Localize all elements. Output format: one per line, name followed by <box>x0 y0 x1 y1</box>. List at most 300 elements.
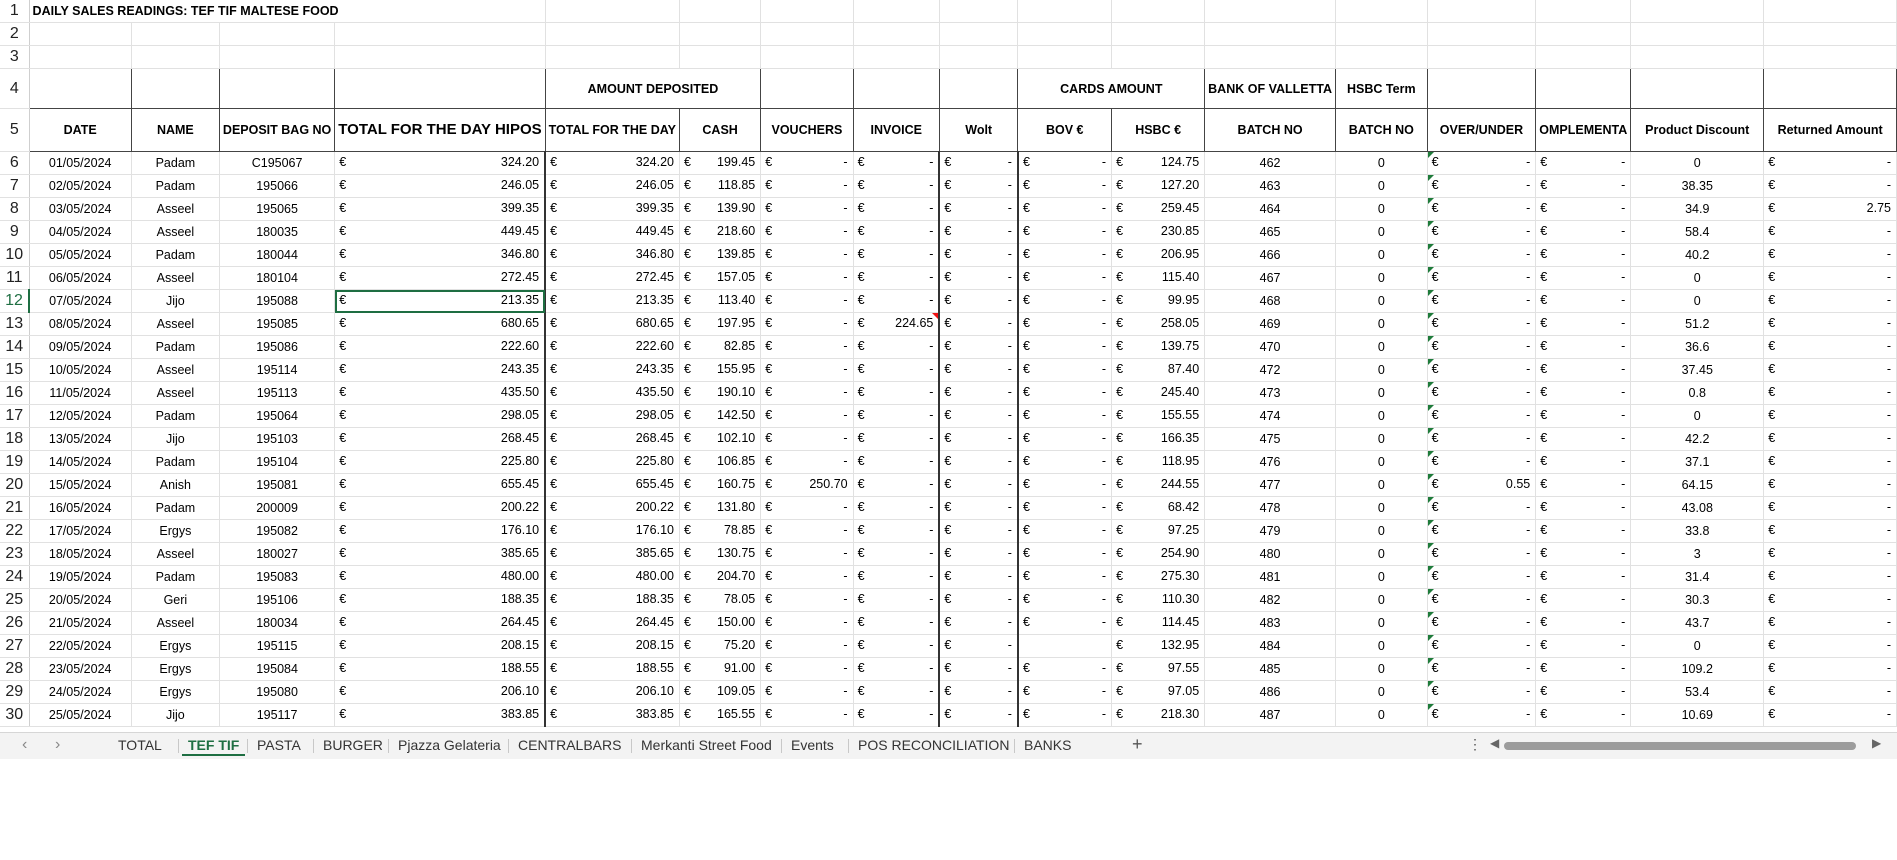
cell-over[interactable] <box>1427 451 1536 474</box>
cell-wolt[interactable] <box>939 658 1018 681</box>
cell-bag[interactable]: 195082 <box>219 520 334 543</box>
cell-batch2[interactable]: 0 <box>1335 543 1427 566</box>
cell-bov[interactable] <box>1018 382 1112 405</box>
cell-batch2[interactable]: 0 <box>1335 313 1427 336</box>
cell-hsbc[interactable] <box>1112 359 1205 382</box>
cell-wolt[interactable] <box>939 704 1018 727</box>
cell-date[interactable]: 01/05/2024 <box>29 152 131 175</box>
cell-hipos[interactable] <box>335 635 545 658</box>
cell-name[interactable]: Padam <box>131 175 219 198</box>
cell-hsbc[interactable] <box>1112 290 1205 313</box>
cell-bov[interactable] <box>1018 290 1112 313</box>
sheet-tab[interactable]: PASTA <box>257 737 301 753</box>
cell-hipos[interactable] <box>335 658 545 681</box>
cell-bag[interactable]: 195088 <box>219 290 334 313</box>
cell-bov[interactable] <box>1018 704 1112 727</box>
cell-total[interactable] <box>545 543 679 566</box>
cell-invoice[interactable] <box>853 589 939 612</box>
row-header[interactable]: 10 <box>0 244 29 267</box>
cell-vouchers[interactable] <box>761 612 853 635</box>
cell-name[interactable]: Asseel <box>131 221 219 244</box>
row-header[interactable]: 16 <box>0 382 29 405</box>
error-indicator-icon[interactable] <box>1428 267 1434 273</box>
cell-hipos[interactable] <box>335 175 545 198</box>
cell-comp[interactable] <box>1536 359 1631 382</box>
cell-name[interactable]: Asseel <box>131 267 219 290</box>
error-indicator-icon[interactable] <box>1428 313 1434 319</box>
cell-wolt[interactable] <box>939 566 1018 589</box>
cell-date[interactable]: 10/05/2024 <box>29 359 131 382</box>
cell-hsbc[interactable] <box>1112 428 1205 451</box>
cell-bov[interactable] <box>1018 152 1112 175</box>
cell-batch[interactable]: 465 <box>1205 221 1336 244</box>
group-bov[interactable]: BANK OF VALLETTA <box>1205 69 1336 109</box>
cell-comp[interactable] <box>1536 267 1631 290</box>
cell-hsbc[interactable] <box>1112 267 1205 290</box>
cell-hipos[interactable] <box>335 267 545 290</box>
cell-bov[interactable] <box>1018 474 1112 497</box>
cell-disc[interactable]: 30.3 <box>1631 589 1764 612</box>
cell-hsbc[interactable] <box>1112 382 1205 405</box>
cell-batch2[interactable]: 0 <box>1335 497 1427 520</box>
cell-hsbc[interactable] <box>1112 405 1205 428</box>
cell-vouchers[interactable] <box>761 175 853 198</box>
cell-hsbc[interactable] <box>1112 589 1205 612</box>
cell-invoice[interactable] <box>853 543 939 566</box>
cell-name[interactable]: Jijo <box>131 428 219 451</box>
cell-disc[interactable]: 64.15 <box>1631 474 1764 497</box>
row-header[interactable]: 1 <box>0 0 29 23</box>
row-header[interactable]: 26 <box>0 612 29 635</box>
cell-over[interactable] <box>1427 589 1536 612</box>
header-hsbc[interactable]: HSBC € <box>1112 109 1205 152</box>
cell-total[interactable] <box>545 428 679 451</box>
group-cards-amount[interactable]: CARDS AMOUNT <box>1018 69 1205 109</box>
cell-batch2[interactable]: 0 <box>1335 451 1427 474</box>
error-indicator-icon[interactable] <box>1428 382 1434 388</box>
cell-disc[interactable]: 42.2 <box>1631 428 1764 451</box>
cell-bag[interactable]: 195114 <box>219 359 334 382</box>
cell-wolt[interactable] <box>939 451 1018 474</box>
cell-hipos[interactable] <box>335 566 545 589</box>
cell-hipos[interactable] <box>335 474 545 497</box>
cell-over[interactable] <box>1427 428 1536 451</box>
cell-total[interactable] <box>545 520 679 543</box>
cell-cash[interactable] <box>679 152 760 175</box>
cell-total[interactable] <box>545 221 679 244</box>
cell-batch[interactable]: 466 <box>1205 244 1336 267</box>
cell-disc[interactable]: 53.4 <box>1631 681 1764 704</box>
cell-batch[interactable]: 472 <box>1205 359 1336 382</box>
cell-comp[interactable] <box>1536 152 1631 175</box>
cell-batch2[interactable]: 0 <box>1335 152 1427 175</box>
cell-total[interactable] <box>545 382 679 405</box>
header-product-discount[interactable]: Product Discount <box>1631 109 1764 152</box>
cell-hsbc[interactable] <box>1112 520 1205 543</box>
cell-wolt[interactable] <box>939 221 1018 244</box>
cell-bag[interactable]: 180035 <box>219 221 334 244</box>
cell-ret[interactable] <box>1764 428 1897 451</box>
cell-comp[interactable] <box>1536 497 1631 520</box>
cell-bov[interactable] <box>1018 497 1112 520</box>
cell-total[interactable] <box>545 267 679 290</box>
cell-bov[interactable] <box>1018 313 1112 336</box>
cell-name[interactable]: Ergys <box>131 681 219 704</box>
cell-disc[interactable]: 38.35 <box>1631 175 1764 198</box>
cell-batch[interactable]: 485 <box>1205 658 1336 681</box>
error-indicator-icon[interactable] <box>1428 428 1434 434</box>
header-name[interactable]: NAME <box>131 109 219 152</box>
cell-invoice[interactable] <box>853 566 939 589</box>
error-indicator-icon[interactable] <box>1428 589 1434 595</box>
cell-wolt[interactable] <box>939 175 1018 198</box>
cell-bag[interactable]: 195086 <box>219 336 334 359</box>
cell-batch2[interactable]: 0 <box>1335 359 1427 382</box>
cell-invoice[interactable] <box>853 336 939 359</box>
cell-batch2[interactable]: 0 <box>1335 290 1427 313</box>
cell-cash[interactable] <box>679 451 760 474</box>
row-header[interactable]: 15 <box>0 359 29 382</box>
cell-total[interactable] <box>545 612 679 635</box>
cell-over[interactable] <box>1427 405 1536 428</box>
chevron-left-icon[interactable]: ‹ <box>22 736 28 753</box>
cell-cash[interactable] <box>679 267 760 290</box>
cell-bov[interactable] <box>1018 221 1112 244</box>
cell-total[interactable] <box>545 152 679 175</box>
row-header[interactable]: 25 <box>0 589 29 612</box>
cell-name[interactable]: Padam <box>131 152 219 175</box>
vertical-ellipsis-icon[interactable]: ⋮ <box>1468 736 1482 752</box>
cell-disc[interactable]: 33.8 <box>1631 520 1764 543</box>
cell-ret[interactable] <box>1764 635 1897 658</box>
cell-name[interactable]: Asseel <box>131 359 219 382</box>
cell-hipos[interactable] <box>335 497 545 520</box>
cell-hsbc[interactable] <box>1112 497 1205 520</box>
cell-total[interactable] <box>545 313 679 336</box>
error-indicator-icon[interactable] <box>1428 497 1434 503</box>
cell-comp[interactable] <box>1536 520 1631 543</box>
cell-date[interactable]: 11/05/2024 <box>29 382 131 405</box>
cell-over[interactable] <box>1427 681 1536 704</box>
cell-ret[interactable] <box>1764 405 1897 428</box>
cell-hsbc[interactable] <box>1112 336 1205 359</box>
cell-over[interactable] <box>1427 290 1536 313</box>
cell-wolt[interactable] <box>939 589 1018 612</box>
error-indicator-icon[interactable] <box>1428 451 1434 457</box>
cell-cash[interactable] <box>679 313 760 336</box>
cell-comp[interactable] <box>1536 290 1631 313</box>
cell-batch[interactable]: 470 <box>1205 336 1336 359</box>
header-bov[interactable]: BOV € <box>1018 109 1112 152</box>
cell-ret[interactable] <box>1764 566 1897 589</box>
cell-hsbc[interactable] <box>1112 704 1205 727</box>
row-header[interactable]: 19 <box>0 451 29 474</box>
cell-batch[interactable]: 484 <box>1205 635 1336 658</box>
cell-ret[interactable] <box>1764 244 1897 267</box>
cell-bov[interactable] <box>1018 428 1112 451</box>
cell-bov[interactable] <box>1018 267 1112 290</box>
comment-indicator-icon[interactable] <box>932 313 938 319</box>
cell-cash[interactable] <box>679 543 760 566</box>
error-indicator-icon[interactable] <box>1428 290 1434 296</box>
error-indicator-icon[interactable] <box>1428 474 1434 480</box>
cell-bov[interactable] <box>1018 405 1112 428</box>
cell-wolt[interactable] <box>939 428 1018 451</box>
cell-invoice[interactable] <box>853 451 939 474</box>
cell-name[interactable]: Padam <box>131 566 219 589</box>
cell-hipos[interactable] <box>335 198 545 221</box>
cell-comp[interactable] <box>1536 221 1631 244</box>
cell-batch[interactable]: 468 <box>1205 290 1336 313</box>
sheet-tab[interactable]: TEF TIF <box>182 737 245 756</box>
cell-ret[interactable] <box>1764 451 1897 474</box>
cell-total[interactable] <box>545 566 679 589</box>
cell-batch2[interactable]: 0 <box>1335 382 1427 405</box>
cell-cash[interactable] <box>679 612 760 635</box>
cell-batch2[interactable]: 0 <box>1335 658 1427 681</box>
cell-date[interactable]: 15/05/2024 <box>29 474 131 497</box>
cell-hsbc[interactable] <box>1112 244 1205 267</box>
cell-over[interactable] <box>1427 382 1536 405</box>
cell-vouchers[interactable] <box>761 543 853 566</box>
cell-hipos[interactable] <box>335 612 545 635</box>
cell-date[interactable]: 22/05/2024 <box>29 635 131 658</box>
cell-batch2[interactable]: 0 <box>1335 267 1427 290</box>
cell-over[interactable] <box>1427 175 1536 198</box>
cell-wolt[interactable] <box>939 359 1018 382</box>
cell-wolt[interactable] <box>939 405 1018 428</box>
cell-comp[interactable] <box>1536 681 1631 704</box>
cell-over[interactable] <box>1427 244 1536 267</box>
cell-batch2[interactable]: 0 <box>1335 198 1427 221</box>
cell-hsbc[interactable] <box>1112 451 1205 474</box>
cell-date[interactable]: 09/05/2024 <box>29 336 131 359</box>
cell-batch2[interactable]: 0 <box>1335 520 1427 543</box>
cell-wolt[interactable] <box>939 612 1018 635</box>
cell-bov[interactable] <box>1018 566 1112 589</box>
cell-hsbc[interactable] <box>1112 221 1205 244</box>
cell-invoice[interactable] <box>853 290 939 313</box>
cell-batch[interactable]: 482 <box>1205 589 1336 612</box>
cell-date[interactable]: 19/05/2024 <box>29 566 131 589</box>
cell-comp[interactable] <box>1536 543 1631 566</box>
cell-vouchers[interactable] <box>761 474 853 497</box>
cell-ret[interactable] <box>1764 681 1897 704</box>
cell-disc[interactable]: 0 <box>1631 152 1764 175</box>
cell-bag[interactable]: 195085 <box>219 313 334 336</box>
cell-vouchers[interactable] <box>761 244 853 267</box>
cell-bov[interactable] <box>1018 635 1112 658</box>
cell-hipos[interactable] <box>335 589 545 612</box>
cell-batch2[interactable]: 0 <box>1335 681 1427 704</box>
cell-cash[interactable] <box>679 198 760 221</box>
cell-name[interactable]: Jijo <box>131 704 219 727</box>
cell-vouchers[interactable] <box>761 520 853 543</box>
cell-vouchers[interactable] <box>761 704 853 727</box>
cell-total[interactable] <box>545 198 679 221</box>
cell-vouchers[interactable] <box>761 313 853 336</box>
cell-invoice[interactable] <box>853 152 939 175</box>
cell-comp[interactable] <box>1536 589 1631 612</box>
cell-name[interactable]: Asseel <box>131 612 219 635</box>
cell-hipos[interactable] <box>335 244 545 267</box>
cell-over[interactable] <box>1427 267 1536 290</box>
cell-invoice[interactable] <box>853 221 939 244</box>
cell-hsbc[interactable] <box>1112 612 1205 635</box>
cell-total[interactable] <box>545 336 679 359</box>
cell-disc[interactable]: 3 <box>1631 543 1764 566</box>
cell-wolt[interactable] <box>939 290 1018 313</box>
cell-ret[interactable] <box>1764 198 1897 221</box>
cell-disc[interactable]: 34.9 <box>1631 198 1764 221</box>
cell-ret[interactable] <box>1764 359 1897 382</box>
group-amount-deposited[interactable]: AMOUNT DEPOSITED <box>545 69 761 109</box>
cell-cash[interactable] <box>679 290 760 313</box>
cell-bov[interactable] <box>1018 612 1112 635</box>
cell-date[interactable]: 13/05/2024 <box>29 428 131 451</box>
cell-ret[interactable] <box>1764 175 1897 198</box>
cell-total[interactable] <box>545 497 679 520</box>
cell-batch2[interactable]: 0 <box>1335 474 1427 497</box>
cell-disc[interactable]: 31.4 <box>1631 566 1764 589</box>
cell-batch2[interactable]: 0 <box>1335 635 1427 658</box>
cell-vouchers[interactable] <box>761 221 853 244</box>
cell-wolt[interactable] <box>939 198 1018 221</box>
cell-bag[interactable]: 200009 <box>219 497 334 520</box>
cell-comp[interactable] <box>1536 635 1631 658</box>
cell-name[interactable]: Padam <box>131 336 219 359</box>
cell-comp[interactable] <box>1536 405 1631 428</box>
cell-invoice[interactable] <box>853 520 939 543</box>
header-invoice[interactable]: INVOICE <box>853 109 939 152</box>
cell-disc[interactable]: 0 <box>1631 290 1764 313</box>
cell-name[interactable]: Padam <box>131 244 219 267</box>
cell-vouchers[interactable] <box>761 428 853 451</box>
cell-hipos[interactable] <box>335 520 545 543</box>
cell-wolt[interactable] <box>939 543 1018 566</box>
row-header[interactable]: 9 <box>0 221 29 244</box>
row-header[interactable]: 20 <box>0 474 29 497</box>
cell-date[interactable]: 02/05/2024 <box>29 175 131 198</box>
cell-bag[interactable]: 180034 <box>219 612 334 635</box>
cell-vouchers[interactable] <box>761 290 853 313</box>
scroll-left-icon[interactable]: ◀ <box>1490 736 1500 750</box>
cell-name[interactable]: Padam <box>131 405 219 428</box>
row-header[interactable]: 12 <box>0 290 29 313</box>
cell-over[interactable] <box>1427 336 1536 359</box>
cell-date[interactable]: 14/05/2024 <box>29 451 131 474</box>
cell-hipos[interactable] <box>335 405 545 428</box>
cell-comp[interactable] <box>1536 428 1631 451</box>
row-header[interactable]: 17 <box>0 405 29 428</box>
cell-invoice[interactable] <box>853 704 939 727</box>
cell-bov[interactable] <box>1018 451 1112 474</box>
cell-ret[interactable] <box>1764 543 1897 566</box>
cell-total[interactable] <box>545 589 679 612</box>
cell-date[interactable]: 23/05/2024 <box>29 658 131 681</box>
cell-over[interactable] <box>1427 566 1536 589</box>
error-indicator-icon[interactable] <box>1428 520 1434 526</box>
cell-date[interactable]: 18/05/2024 <box>29 543 131 566</box>
cell-vouchers[interactable] <box>761 359 853 382</box>
cell-hipos[interactable] <box>335 221 545 244</box>
cell-hipos[interactable] <box>335 543 545 566</box>
cell-batch[interactable]: 463 <box>1205 175 1336 198</box>
cell-name[interactable]: Anish <box>131 474 219 497</box>
cell-comp[interactable] <box>1536 198 1631 221</box>
cell-cash[interactable] <box>679 704 760 727</box>
cell-batch[interactable]: 479 <box>1205 520 1336 543</box>
cell-hipos[interactable] <box>335 704 545 727</box>
cell-invoice[interactable] <box>853 612 939 635</box>
cell-name[interactable]: Ergys <box>131 658 219 681</box>
cell-wolt[interactable] <box>939 520 1018 543</box>
cell-date[interactable]: 17/05/2024 <box>29 520 131 543</box>
cell-disc[interactable]: 51.2 <box>1631 313 1764 336</box>
cell-disc[interactable]: 37.1 <box>1631 451 1764 474</box>
error-indicator-icon[interactable] <box>1428 612 1434 618</box>
cell-ret[interactable] <box>1764 520 1897 543</box>
cell-disc[interactable]: 10.69 <box>1631 704 1764 727</box>
cell-over[interactable] <box>1427 474 1536 497</box>
cell-bag[interactable]: 195104 <box>219 451 334 474</box>
error-indicator-icon[interactable] <box>1428 704 1434 710</box>
cell-comp[interactable] <box>1536 175 1631 198</box>
cell-date[interactable]: 20/05/2024 <box>29 589 131 612</box>
row-header[interactable]: 7 <box>0 175 29 198</box>
cell-comp[interactable] <box>1536 474 1631 497</box>
cell-disc[interactable]: 109.2 <box>1631 658 1764 681</box>
cell-cash[interactable] <box>679 658 760 681</box>
cell-over[interactable] <box>1427 635 1536 658</box>
cell-batch[interactable]: 483 <box>1205 612 1336 635</box>
cell-batch2[interactable]: 0 <box>1335 405 1427 428</box>
cell-cash[interactable] <box>679 244 760 267</box>
row-header[interactable]: 2 <box>0 23 29 46</box>
cell-batch[interactable]: 474 <box>1205 405 1336 428</box>
header-batch-no[interactable]: BATCH NO <box>1205 109 1336 152</box>
cell-batch[interactable]: 480 <box>1205 543 1336 566</box>
row-header[interactable]: 27 <box>0 635 29 658</box>
cell-ret[interactable] <box>1764 336 1897 359</box>
cell-total[interactable] <box>545 635 679 658</box>
cell-bag[interactable]: 195103 <box>219 428 334 451</box>
cell-hsbc[interactable] <box>1112 566 1205 589</box>
cell-ret[interactable] <box>1764 290 1897 313</box>
cell-invoice[interactable] <box>853 198 939 221</box>
cell-disc[interactable]: 43.7 <box>1631 612 1764 635</box>
cell-hipos[interactable] <box>335 313 545 336</box>
cell-bag[interactable]: 195117 <box>219 704 334 727</box>
cell-vouchers[interactable] <box>761 152 853 175</box>
cell-total[interactable] <box>545 359 679 382</box>
cell-date[interactable]: 07/05/2024 <box>29 290 131 313</box>
cell-wolt[interactable] <box>939 474 1018 497</box>
cell-batch[interactable]: 462 <box>1205 152 1336 175</box>
error-indicator-icon[interactable] <box>1428 359 1434 365</box>
cell-hsbc[interactable] <box>1112 474 1205 497</box>
cell-hsbc[interactable] <box>1112 635 1205 658</box>
cell-ret[interactable] <box>1764 497 1897 520</box>
cell-batch2[interactable]: 0 <box>1335 175 1427 198</box>
cell-bag[interactable]: 195066 <box>219 175 334 198</box>
group-hsbc-term[interactable]: HSBC Term <box>1335 69 1427 109</box>
cell-cash[interactable] <box>679 175 760 198</box>
cell-bag[interactable]: 195115 <box>219 635 334 658</box>
cell-cash[interactable] <box>679 221 760 244</box>
cell-invoice[interactable] <box>853 382 939 405</box>
cell-total[interactable] <box>545 290 679 313</box>
